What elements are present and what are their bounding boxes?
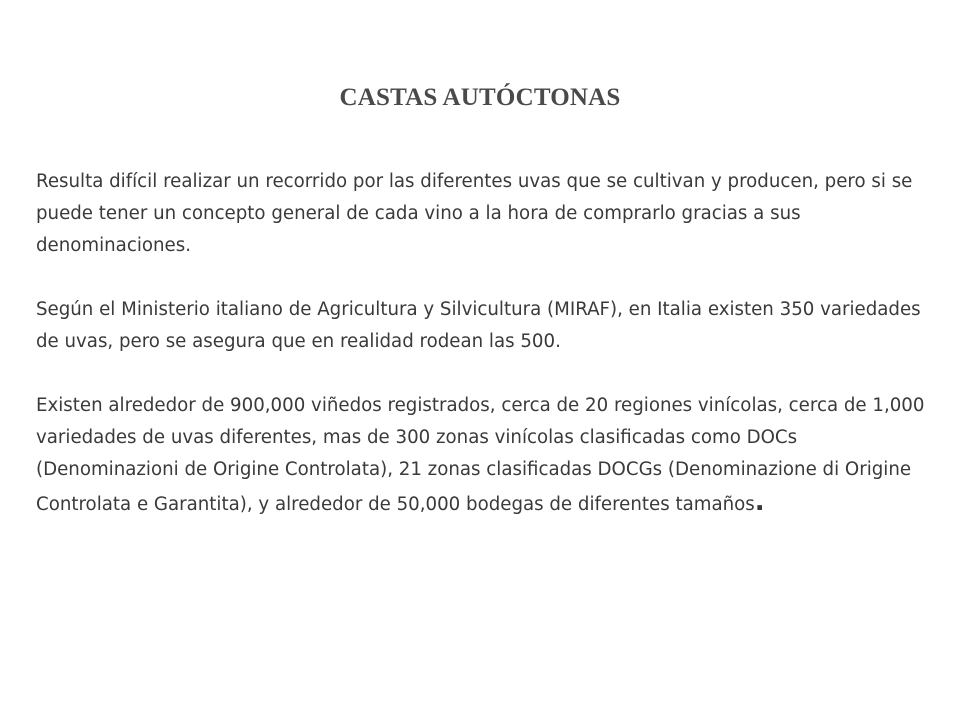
paragraph-statistics <box>36 390 926 521</box>
slide-body <box>36 166 926 521</box>
paragraph-statistics-text: Existen alrededor de 900,000 viñedos registrados, cerca de 20 regiones vinícolas, cerca de 1,000 variedades de uvas diferentes, mas de 300 zonas vinícolas clasificadas como DOCs (Denominazioni de Origine Controlata), 21 zonas clasificadas DOCGs (Denominazione di Origine Controlata e Garantita), y alrededor de 50,000 bodegas de diferentes tamaños <box>36 395 925 515</box>
paragraph-intro: Resulta difícil realizar un recorrido por las diferentes uvas que se cultivan y producen, pero si se puede tener un concepto general de cada vino a la hora de comprarlo gracias a sus denominaciones. <box>36 171 913 256</box>
slide-title: CASTAS AUTÓCTONAS <box>339 84 621 111</box>
paragraph-ministry: Según el Ministerio italiano de Agricultura y Silvicultura (MIRAF), en Italia existen 350 variedades de uvas, pero se asegura que en realidad rodean las 500. <box>36 299 921 352</box>
final-period: . <box>754 487 765 517</box>
